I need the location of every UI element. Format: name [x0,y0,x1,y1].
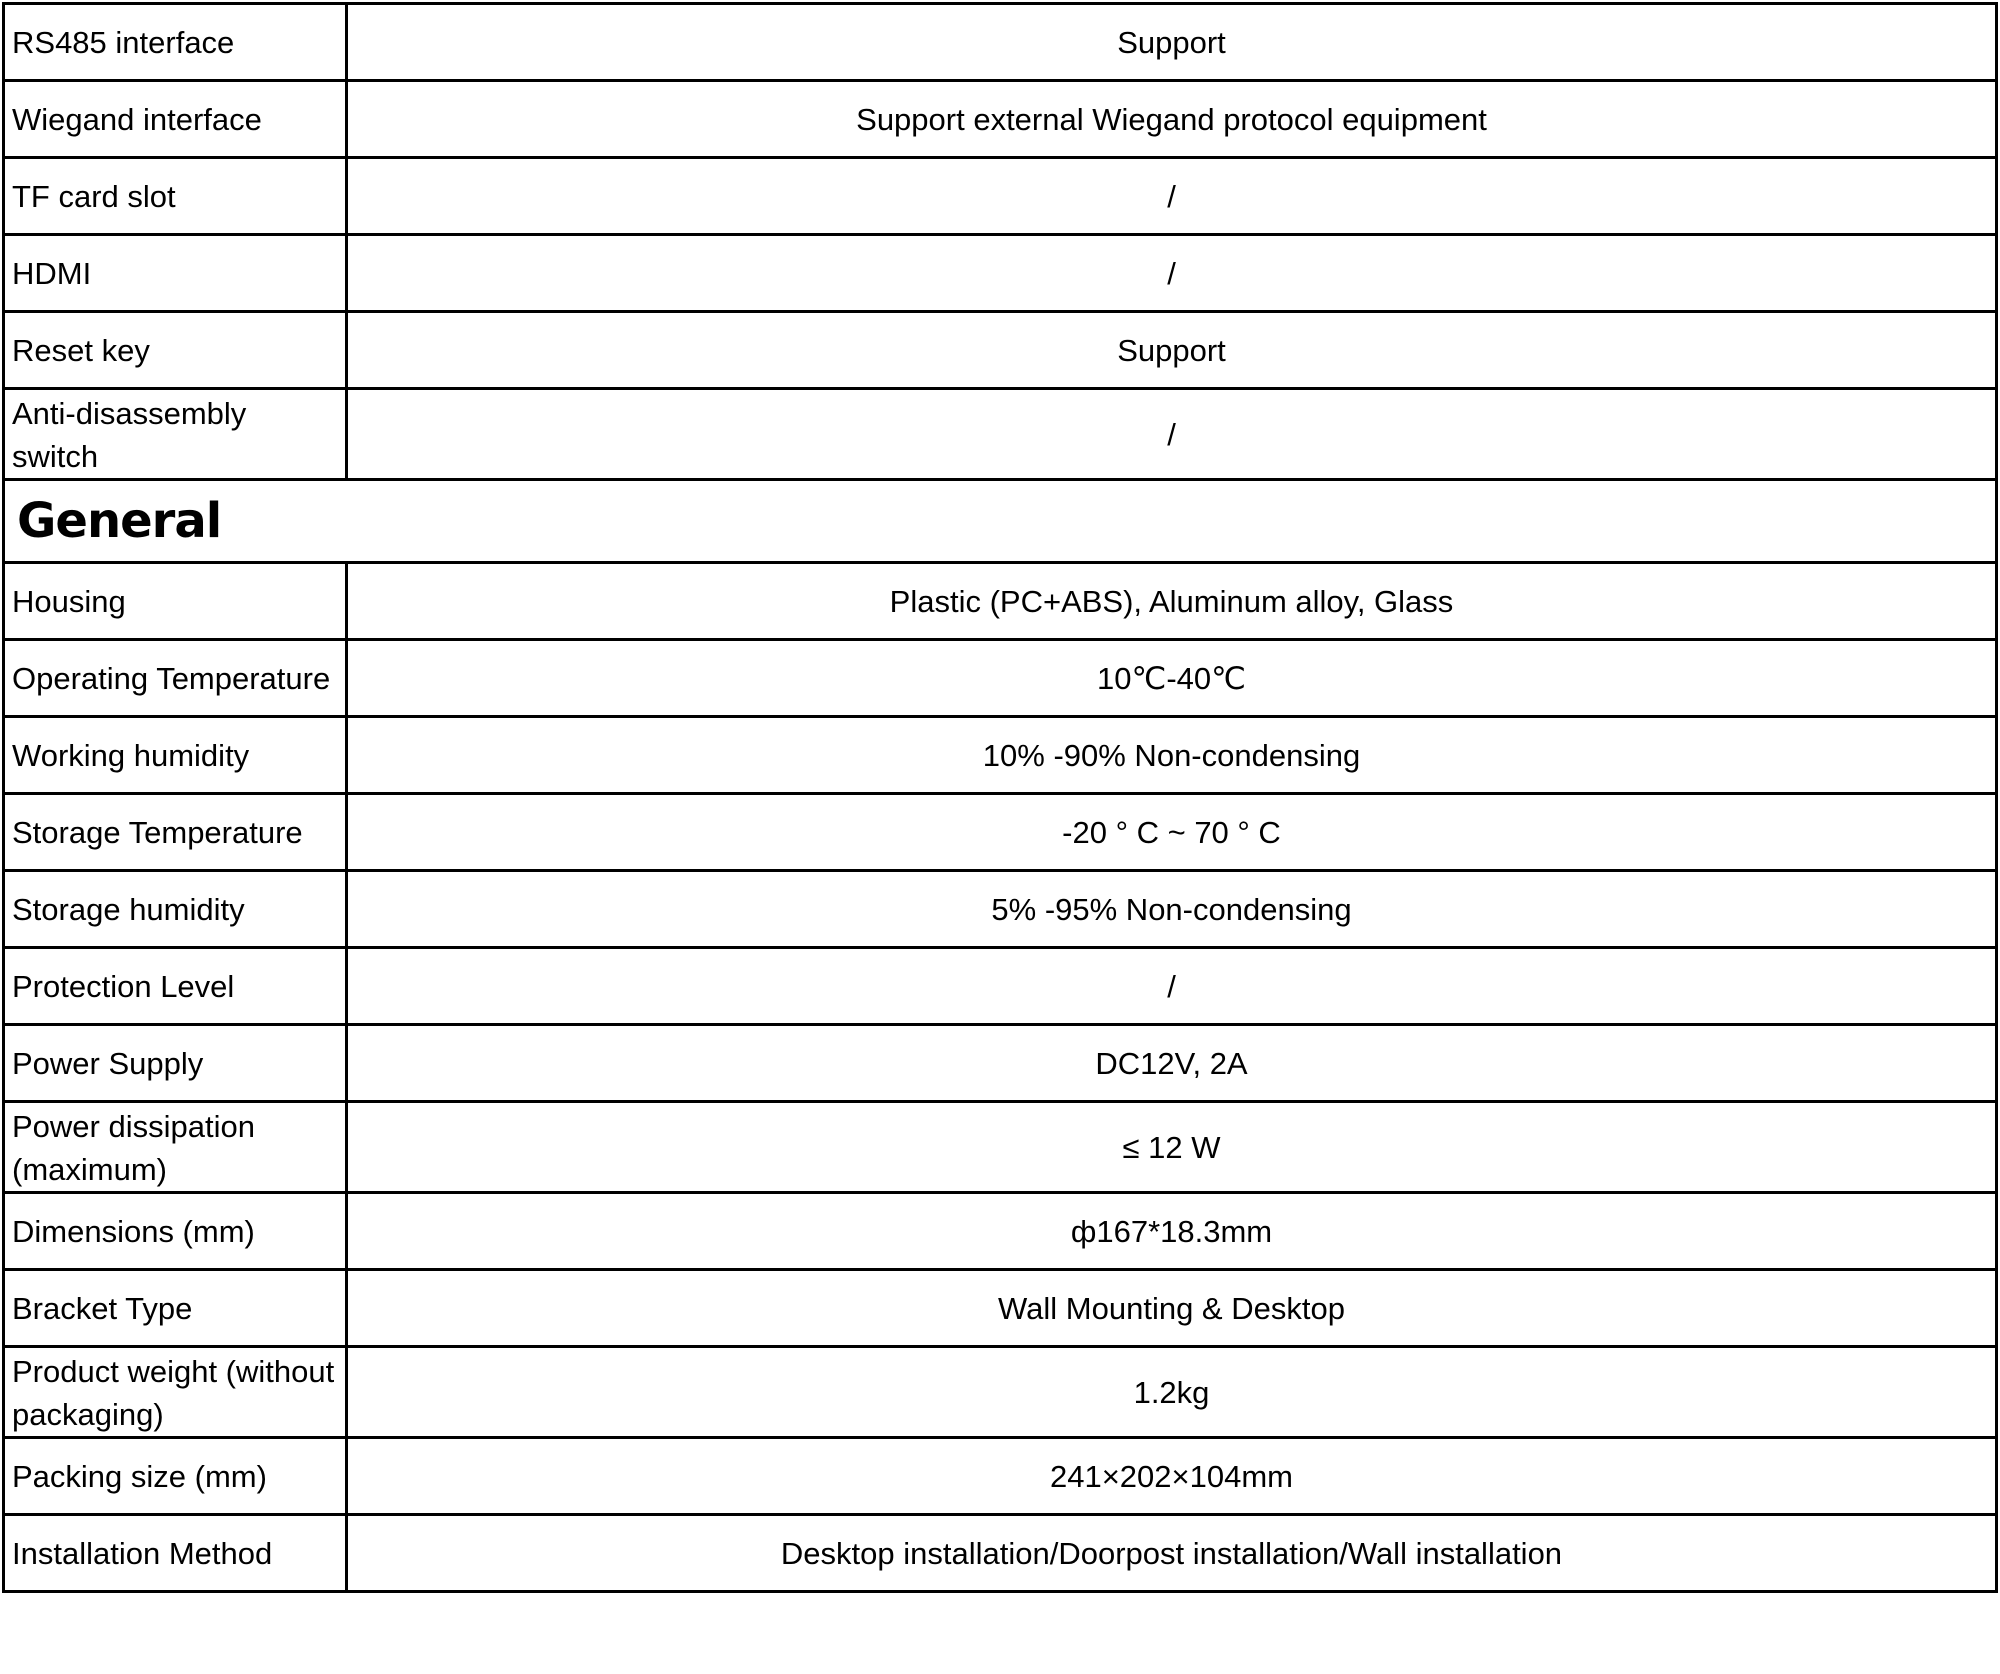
row-value: ф167*18.3mm [347,1193,1997,1270]
row-value: Plastic (PC+ABS), Aluminum alloy, Glass [347,563,1997,640]
row-label: Power dissipation (maximum) [4,1102,347,1193]
table-row [4,640,1997,717]
table-row [4,1270,1997,1347]
row-value: Support [347,4,1997,81]
table-row [4,717,1997,794]
row-label: Protection Level [4,948,347,1025]
table-row [4,1193,1997,1270]
table-row [4,235,1997,312]
row-value: / [347,389,1997,480]
row-label: Working humidity [4,717,347,794]
row-value: 5% -95% Non-condensing [347,871,1997,948]
row-label: Housing [4,563,347,640]
row-value: -20 ° C ~ 70 ° C [347,794,1997,871]
row-value: 10% -90% Non-condensing [347,717,1997,794]
table-row [4,1438,1997,1515]
row-value: Desktop installation/Doorpost installation/Wall installation [347,1515,1997,1592]
table-row [4,4,1997,81]
row-value: Support external Wiegand protocol equipment [347,81,1997,158]
row-value: / [347,235,1997,312]
table-row [4,81,1997,158]
table-row [4,1515,1997,1592]
row-label: Anti-disassembly switch [4,389,347,480]
row-label: Dimensions (mm) [4,1193,347,1270]
row-value: Wall Mounting & Desktop [347,1270,1997,1347]
spec-table [2,2,1998,1593]
row-value: 1.2kg [347,1347,1997,1438]
section-header-row [4,480,1997,563]
row-label: Power Supply [4,1025,347,1102]
row-value: ≤ 12 W [347,1102,1997,1193]
table-row [4,158,1997,235]
row-label: Packing size (mm) [4,1438,347,1515]
row-value: / [347,948,1997,1025]
row-value: Support [347,312,1997,389]
table-row [4,1102,1997,1193]
table-row [4,1025,1997,1102]
row-value: 241×202×104mm [347,1438,1997,1515]
row-label: Installation Method [4,1515,347,1592]
row-value: 10℃-40℃ [347,640,1997,717]
table-row [4,871,1997,948]
row-label: Wiegand interface [4,81,347,158]
table-row [4,563,1997,640]
row-value: DC12V, 2A [347,1025,1997,1102]
row-label: RS485 interface [4,4,347,81]
table-row [4,1347,1997,1438]
row-label: Reset key [4,312,347,389]
row-label: Storage Temperature [4,794,347,871]
row-label: Product weight (without packaging) [4,1347,347,1438]
table-row [4,312,1997,389]
row-label: Bracket Type [4,1270,347,1347]
row-value: / [347,158,1997,235]
row-label: Operating Temperature [4,640,347,717]
row-label: TF card slot [4,158,347,235]
section-title: General [4,480,1997,563]
table-row [4,948,1997,1025]
table-row [4,389,1997,480]
row-label: HDMI [4,235,347,312]
row-label: Storage humidity [4,871,347,948]
table-row [4,794,1997,871]
